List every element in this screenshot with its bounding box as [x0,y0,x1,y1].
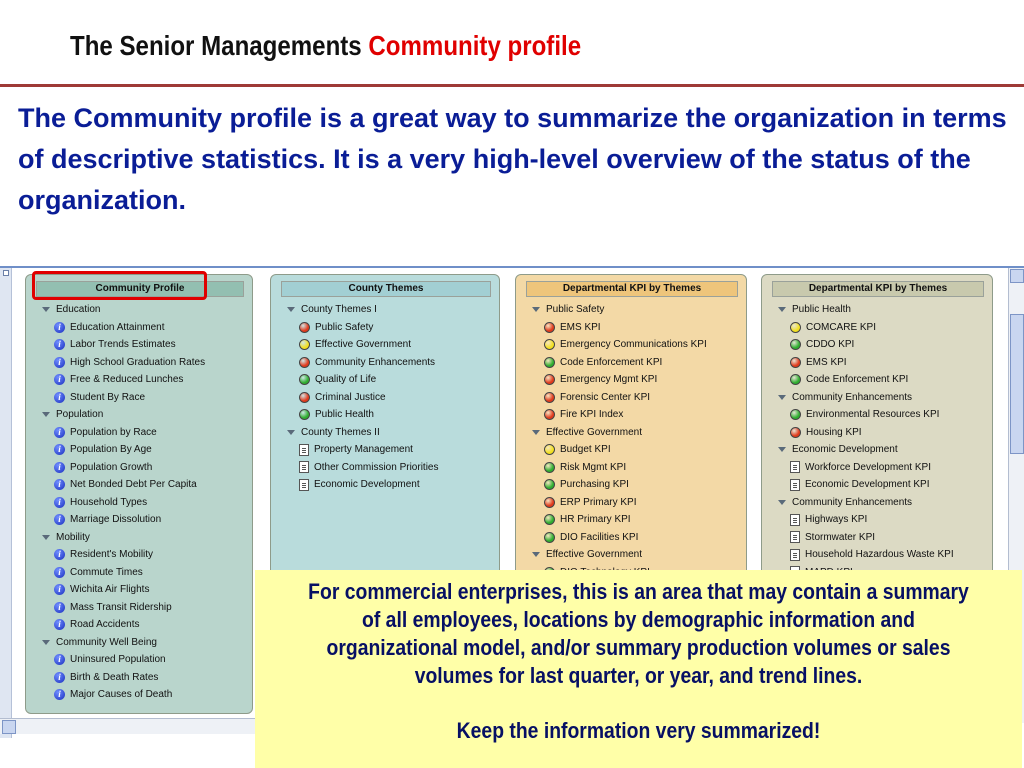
red-status-icon [299,322,310,333]
tree-item[interactable] [271,319,499,337]
green-status-icon [544,357,555,368]
tree-label: Budget KPI [560,444,611,456]
tree-item[interactable] [516,389,746,407]
title-divider [0,84,1024,87]
red-status-icon [544,392,555,403]
red-status-icon [544,374,555,385]
tree-label: Environmental Resources KPI [806,409,940,421]
tree-item[interactable] [516,406,746,424]
tree-label: Public Safety [315,321,374,333]
tree-item[interactable] [26,599,252,617]
tree-group[interactable] [762,441,992,459]
tree-label: County Themes II [301,426,380,438]
tree-item[interactable] [26,441,252,459]
tree-group[interactable] [762,494,992,512]
tree-item[interactable] [26,651,252,669]
tree-label: Population [56,409,104,421]
scroll-up-button[interactable] [1010,269,1024,283]
tree-label: Marriage Dissolution [70,514,162,526]
expand-triangle-icon[interactable] [778,500,786,505]
tree-item[interactable] [516,319,746,337]
tree-label: Property Management [314,444,413,456]
tree-item[interactable] [762,529,992,547]
tree-label: Forensic Center KPI [560,391,651,403]
tree-label: Education [56,304,101,316]
tree-item[interactable] [762,371,992,389]
tree-label: Population Growth [70,461,153,473]
tree-group[interactable] [762,301,992,319]
callout-text: For commercial enterprises, this is an area that may contain a summary of all employees, locations by demographic information and organizational model, and/or summary production volumes or sales volumes for last quarter, or year, and trend lines. [308,579,969,688]
tree-item[interactable] [271,441,499,459]
tree-item[interactable] [26,581,252,599]
tree-county-themes [271,301,499,494]
expand-triangle-icon[interactable] [287,430,295,435]
tree-label: Purchasing KPI [560,479,629,491]
tree-group[interactable] [516,546,746,564]
info-icon: i [54,427,65,438]
green-status-icon [790,339,801,350]
document-icon [299,444,309,456]
info-icon: i [54,654,65,665]
tree-item[interactable] [762,459,992,477]
tree-group[interactable] [271,301,499,319]
tree-label: Housing KPI [806,426,862,438]
tree-label: Emergency Mgmt KPI [560,374,658,386]
yellow-status-icon [790,322,801,333]
tree-item[interactable] [26,616,252,634]
red-status-icon [544,322,555,333]
tree-label: Community Well Being [56,636,157,648]
scroll-left-button[interactable] [2,720,16,734]
tree-label: Mass Transit Ridership [70,601,172,613]
tree-group[interactable] [26,529,252,547]
info-icon: i [54,462,65,473]
panel-title[interactable]: Departmental KPI by Themes [526,281,738,297]
tree-label: Effective Government [315,339,411,351]
info-icon: i [54,619,65,630]
green-status-icon [790,409,801,420]
tree-item[interactable] [762,546,992,564]
tree-label: Workforce Development KPI [805,461,931,473]
tree-label: Other Commission Priorities [314,461,439,473]
tree-label: Major Causes of Death [70,689,173,701]
tree-label: Effective Government [546,549,642,561]
green-status-icon [544,532,555,543]
info-icon: i [54,339,65,350]
document-icon [299,479,309,491]
tree-label: Economic Development [314,479,420,491]
window-left-strip [0,268,12,738]
expand-triangle-icon[interactable] [42,412,50,417]
panel-title[interactable]: County Themes [281,281,491,297]
info-icon: i [54,602,65,613]
tree-item[interactable] [271,336,499,354]
tree-group[interactable] [762,389,992,407]
tree-label: HR Primary KPI [560,514,631,526]
expand-triangle-icon[interactable] [778,447,786,452]
tree-item[interactable] [26,354,252,372]
tree-label: Free & Reduced Lunches [70,374,184,386]
tree-item[interactable] [516,494,746,512]
tree-label: COMCARE KPI [806,321,877,333]
expand-triangle-icon[interactable] [532,430,540,435]
tree-label: Wichita Air Flights [70,584,150,596]
expand-triangle-icon[interactable] [532,307,540,312]
tree-community-profile [26,301,252,704]
tree-item[interactable] [26,459,252,477]
tree-label: Economic Development [792,444,898,456]
red-status-icon [544,497,555,508]
tree-group[interactable] [271,424,499,442]
tree-label: County Themes I [301,304,377,316]
tree-item[interactable] [516,371,746,389]
tree-item[interactable] [26,319,252,337]
tree-item[interactable] [762,476,992,494]
tree-item[interactable] [516,354,746,372]
expand-triangle-icon[interactable] [287,307,295,312]
title-plain: The Senior Managements [70,30,362,61]
tree-item[interactable] [271,389,499,407]
green-status-icon [544,514,555,525]
tree-label: Household Hazardous Waste KPI [805,549,954,561]
tree-group[interactable] [516,424,746,442]
tree-item[interactable] [762,354,992,372]
green-status-icon [544,479,555,490]
tree-item[interactable] [762,319,992,337]
tree-label: Uninsured Population [70,654,166,666]
tree-label: EMS KPI [560,321,601,333]
info-icon: i [54,567,65,578]
tree-item[interactable] [26,389,252,407]
document-icon [790,514,800,526]
tree-item[interactable] [26,424,252,442]
tree-group[interactable] [26,634,252,652]
info-icon: i [54,357,65,368]
tree-label: Code Enforcement KPI [806,374,909,386]
red-status-icon [790,357,801,368]
tree-item[interactable] [516,459,746,477]
tree-group[interactable] [26,301,252,319]
green-status-icon [790,374,801,385]
tree-group[interactable] [26,406,252,424]
expand-triangle-icon[interactable] [778,307,786,312]
panel-title[interactable]: Departmental KPI by Themes [772,281,984,297]
tree-item[interactable] [26,371,252,389]
document-icon [790,549,800,561]
info-icon: i [54,549,65,560]
tree-item[interactable] [26,564,252,582]
info-icon: i [54,479,65,490]
info-icon: i [54,322,65,333]
tree-label: Household Types [70,496,148,508]
yellow-status-icon [299,339,310,350]
info-icon: i [54,392,65,403]
tree-label: Code Enforcement KPI [560,356,663,368]
yellow-status-icon [544,339,555,350]
tree-item[interactable] [26,546,252,564]
tree-label: Public Health [792,304,851,316]
tree-label: DIO Facilities KPI [560,531,639,543]
tree-label: Fire KPI Index [560,409,624,421]
red-status-icon [299,357,310,368]
expand-triangle-icon[interactable] [42,535,50,540]
tree-label: Risk Mgmt KPI [560,461,627,473]
info-icon: i [54,497,65,508]
document-icon [299,461,309,473]
tree-label: Quality of Life [315,374,377,386]
tree-label: Population By Age [70,444,152,456]
expand-triangle-icon[interactable] [532,552,540,557]
tree-label: Economic Development KPI [805,479,930,491]
tree-item[interactable] [26,511,252,529]
window-menu-icon[interactable] [3,270,9,276]
slide-title [70,30,581,62]
tree-group[interactable] [516,301,746,319]
community-profile-highlight [32,271,207,300]
scroll-thumb[interactable] [1010,314,1024,454]
tree-label: Effective Government [546,426,642,438]
tree-departmental-kpi-1 [516,301,746,581]
info-icon: i [54,514,65,525]
info-icon: i [54,444,65,455]
info-icon: i [54,584,65,595]
callout-box [255,570,1022,768]
tree-label: Road Accidents [70,619,140,631]
expand-triangle-icon[interactable] [42,640,50,645]
expand-triangle-icon[interactable] [778,395,786,400]
tree-item[interactable] [26,476,252,494]
green-status-icon [544,462,555,473]
tree-label: Net Bonded Debt Per Capita [70,479,197,491]
tree-item[interactable] [271,459,499,477]
tree-item[interactable] [271,476,499,494]
tree-label: ERP Primary KPI [560,496,637,508]
panel-title[interactable]: Community Profile [36,281,244,297]
tree-item[interactable] [762,511,992,529]
tree-label: Mobility [56,531,90,543]
callout-emphasis: Keep the information very summarized! [456,718,821,743]
tree-label: Commute Times [70,566,143,578]
document-icon [790,531,800,543]
info-icon: i [54,672,65,683]
tree-item[interactable] [762,336,992,354]
tree-item[interactable] [26,669,252,687]
info-icon: i [54,689,65,700]
intro-paragraph: The Community profile is a great way to summarize the organization in terms of descriptive statistics. It is a very high-level overview of the status of the organization. [18,103,1007,215]
tree-item[interactable] [516,529,746,547]
tree-label: Public Health [315,409,374,421]
tree-item[interactable] [26,336,252,354]
tree-label: Community Enhancements [792,391,913,403]
green-status-icon [299,374,310,385]
tree-label: Birth & Death Rates [70,671,159,683]
panel-community-profile [25,274,253,714]
red-status-icon [790,427,801,438]
tree-label: High School Graduation Rates [70,356,206,368]
tree-item[interactable] [271,371,499,389]
yellow-status-icon [544,444,555,455]
tree-label: Education Attainment [70,321,165,333]
document-icon [790,479,800,491]
title-accent: Community profile [368,30,582,61]
tree-label: Criminal Justice [315,391,386,403]
tree-label: EMS KPI [806,356,847,368]
tree-label: CDDO KPI [806,339,855,351]
tree-item[interactable] [516,476,746,494]
tree-departmental-kpi-2 [762,301,992,581]
tree-label: Community Enhancements [792,496,913,508]
tree-label: Population by Race [70,426,157,438]
tree-item[interactable] [271,354,499,372]
tree-label: Highways KPI [805,514,868,526]
tree-item[interactable] [271,406,499,424]
document-icon [790,461,800,473]
tree-label: Labor Trends Estimates [70,339,176,351]
tree-label: Community Enhancements [315,356,436,368]
tree-item[interactable] [26,686,252,704]
tree-item[interactable] [516,336,746,354]
expand-triangle-icon[interactable] [42,307,50,312]
tree-item[interactable] [516,441,746,459]
red-status-icon [299,392,310,403]
tree-label: Student By Race [70,391,146,403]
tree-label: Public Safety [546,304,605,316]
tree-label: Stormwater KPI [805,531,876,543]
tree-item[interactable] [516,511,746,529]
green-status-icon [299,409,310,420]
tree-item[interactable] [26,494,252,512]
tree-label: Resident's Mobility [70,549,154,561]
tree-item[interactable] [762,406,992,424]
info-icon: i [54,374,65,385]
tree-label: Emergency Communications KPI [560,339,707,351]
tree-item[interactable] [762,424,992,442]
red-status-icon [544,409,555,420]
